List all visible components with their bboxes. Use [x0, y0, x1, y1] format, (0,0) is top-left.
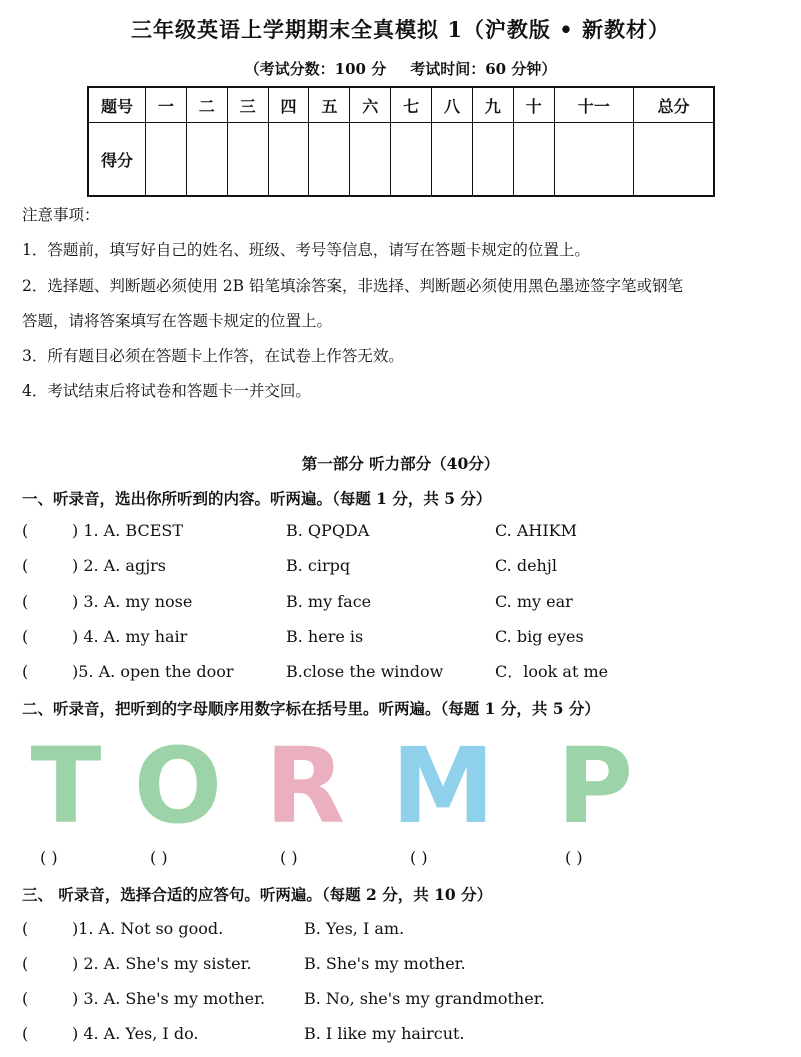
score-col-header: 十一 — [554, 87, 633, 123]
score-cell — [146, 123, 187, 197]
letter-p-image: P — [556, 732, 634, 842]
option-a: ) 2. A. agjrs — [72, 556, 167, 575]
score-cell — [391, 123, 432, 197]
option-c: C. dehjl — [495, 556, 557, 575]
score-table-score-row — [88, 123, 714, 197]
notice-item: 3．所有题目必须在答题卡上作答，在试卷上作答无效。 — [22, 347, 404, 365]
option-b: B. QPQDA — [286, 521, 370, 540]
section2-heading: 二、听录音，把听到的字母顺序用数字标在括号里。听两遍。（每题 1 分，共 5 分） — [22, 699, 600, 718]
answer-paren: ( — [22, 521, 29, 540]
exam-score-info: （考试分数：100 分 — [244, 60, 387, 78]
exam-time-info: 考试时间：60 分钟） — [410, 60, 557, 78]
notice-item: 1．答题前，填写好自己的姓名、班级、考号等信息，请写在答题卡规定的位置上。 — [22, 241, 590, 259]
section1-heading: 一、听录音，选出你所听到的内容。听两遍。（每题 1 分，共 5 分） — [22, 489, 492, 508]
score-cell — [227, 123, 268, 197]
option-a: ) 3. A. She's my mother. — [72, 989, 266, 1008]
option-a: )5. A. open the door — [72, 662, 234, 681]
option-b: B.close the window — [286, 662, 444, 681]
letter-t-image: T — [30, 732, 102, 842]
notice-item: 2．选择题、判断题必须使用 2B 铅笔填涂答案，非选择、判断题必须使用黑色墨迹签字笔或钢笔 — [22, 277, 683, 295]
option-a: ) 2. A. She's my sister. — [72, 954, 252, 973]
option-a: ) 1. A. BCEST — [72, 521, 184, 540]
score-cell — [633, 123, 714, 197]
answer-paren: ( — [22, 989, 29, 1008]
letter-o-image: O — [133, 732, 223, 842]
option-b: B. No, she's my grandmother. — [304, 989, 545, 1008]
option-c: C. AHIKM — [495, 521, 578, 540]
question-number-label: 题号 — [88, 87, 146, 123]
score-col-header: 一 — [146, 87, 187, 123]
letter-r-image: R — [264, 732, 346, 842]
answer-paren: ( — [22, 556, 29, 575]
page-title: 三年级英语上学期期末全真模拟 1（沪教版 • 新教材） — [131, 17, 670, 42]
score-col-header: 四 — [268, 87, 309, 123]
score-label: 得分 — [88, 123, 146, 197]
score-col-header: 七 — [391, 87, 432, 123]
score-col-header: 五 — [309, 87, 350, 123]
answer-paren: ( — [22, 592, 29, 611]
option-a: )1. A. Not so good. — [72, 919, 224, 938]
answer-paren: ( — [22, 1024, 29, 1043]
answer-paren: ( — [22, 954, 29, 973]
answer-blank: ( ) — [410, 848, 428, 867]
score-col-header: 二 — [186, 87, 227, 123]
option-a: ) 4. A. my hair — [72, 627, 188, 646]
option-b: B. cirpq — [286, 556, 351, 575]
score-cell — [513, 123, 554, 197]
answer-blank: ( ) — [280, 848, 298, 867]
letter-m-image: M — [391, 732, 495, 842]
answer-blank: ( ) — [150, 848, 168, 867]
option-b: B. my face — [286, 592, 372, 611]
option-b: B. I like my haircut. — [304, 1024, 465, 1043]
score-table — [87, 86, 715, 197]
score-cell — [432, 123, 473, 197]
option-a: ) 3. A. my nose — [72, 592, 193, 611]
section3-heading: 三、 听录音，选择合适的应答句。听两遍。（每题 2 分，共 10 分） — [22, 885, 493, 904]
notice-item: 4．考试结束后将试卷和答题卡一并交回。 — [22, 382, 311, 400]
notice-heading: 注意事项： — [22, 206, 100, 224]
score-cell — [309, 123, 350, 197]
option-c: C. my ear — [495, 592, 573, 611]
score-col-header: 六 — [350, 87, 391, 123]
answer-paren: ( — [22, 627, 29, 646]
answer-blank: ( ) — [40, 848, 58, 867]
option-c: C. big eyes — [495, 627, 584, 646]
part1-title: 第一部分 听力部分（40分） — [301, 454, 500, 473]
score-cell — [472, 123, 513, 197]
answer-paren: ( — [22, 919, 29, 938]
score-col-header: 三 — [227, 87, 268, 123]
score-cell — [350, 123, 391, 197]
score-col-header: 八 — [432, 87, 473, 123]
score-cell — [268, 123, 309, 197]
option-b: B. Yes, I am. — [304, 919, 405, 938]
option-a: ) 4. A. Yes, I do. — [72, 1024, 199, 1043]
answer-paren: ( — [22, 662, 29, 681]
notice-item: 答题，请将答案填写在答题卡规定的位置上。 — [22, 312, 333, 330]
option-b: B. here is — [286, 627, 364, 646]
letter-images — [30, 732, 650, 842]
score-cell — [186, 123, 227, 197]
exam-info — [0, 58, 801, 79]
score-col-header: 九 — [472, 87, 513, 123]
option-b: B. She's my mother. — [304, 954, 466, 973]
option-c: C．look at me — [495, 662, 609, 681]
score-table-header-row — [88, 87, 714, 123]
score-col-header: 十 — [513, 87, 554, 123]
score-col-header: 总分 — [633, 87, 714, 123]
answer-blank: ( ) — [565, 848, 583, 867]
letter-images-svg — [30, 732, 650, 842]
score-cell — [554, 123, 633, 197]
